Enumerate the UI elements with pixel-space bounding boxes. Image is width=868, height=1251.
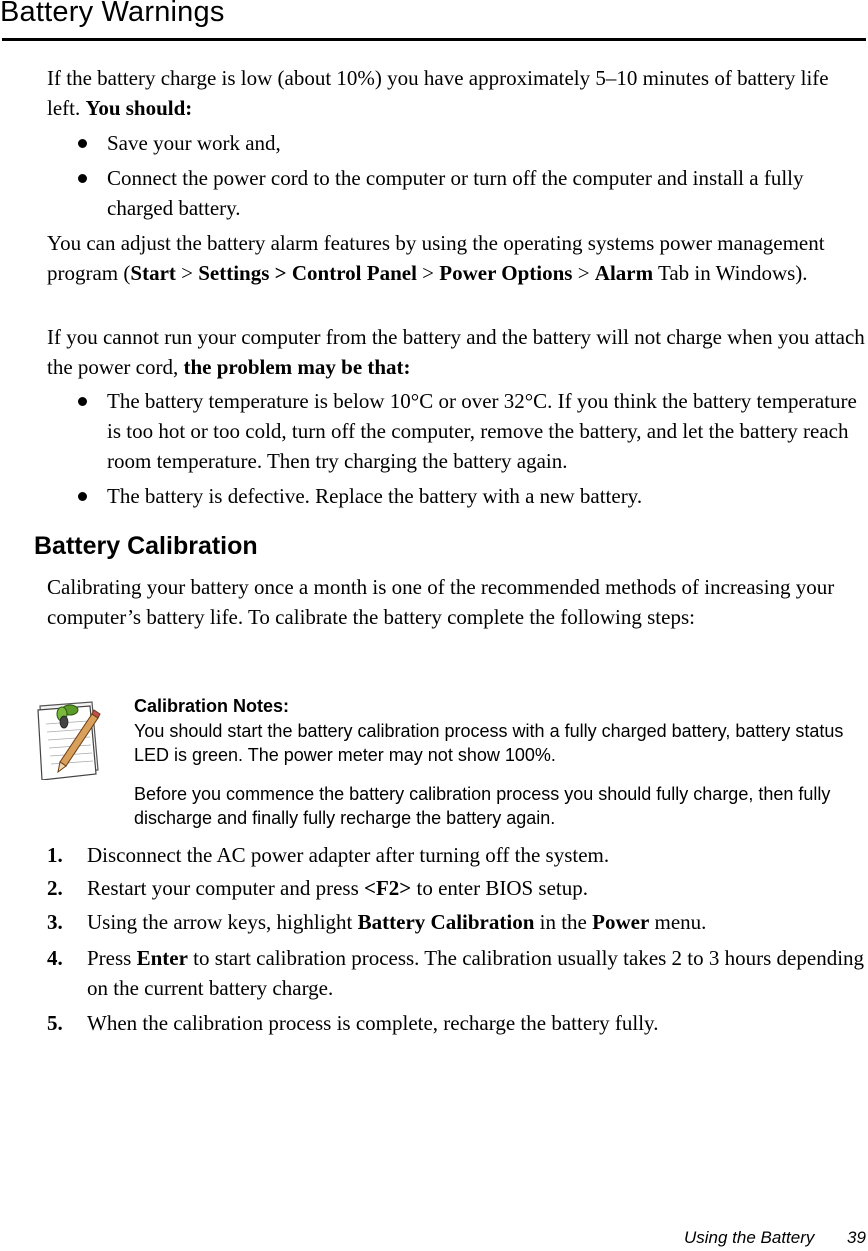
step-text xyxy=(87,840,865,870)
menu-path-power-options: Power Options xyxy=(439,261,573,285)
key-label: Enter xyxy=(136,946,188,970)
menu-path-settings: Settings > Control Panel xyxy=(198,261,417,285)
menu-path-start: Start xyxy=(130,261,176,285)
step-number: 5. xyxy=(47,1011,63,1035)
paragraph-alarm-settings xyxy=(47,228,865,288)
step-number: 1. xyxy=(47,843,63,867)
step-text xyxy=(87,1008,865,1038)
notepad-pencil-icon xyxy=(36,700,102,780)
step-text-part: When the calibration process is complete, recharge the battery fully. xyxy=(87,1011,659,1035)
step-text-part: to enter BIOS setup. xyxy=(411,876,589,900)
paragraph-text: You can adjust the battery alarm features by using the operating systems power management program ( xyxy=(47,231,825,285)
page-heading: Battery Warnings xyxy=(0,0,225,28)
list-item-text: The battery is defective. Replace the battery with a new battery. xyxy=(107,484,643,508)
paragraph-text: If you cannot run your computer from the battery and the battery will not charge when you attach the power cord, xyxy=(47,325,865,379)
key-label: <F2> xyxy=(364,876,412,900)
step-text-part: menu. xyxy=(649,910,707,934)
step-number: 3. xyxy=(47,910,63,934)
paragraph-text: If the battery charge is low (about 10%) you have approximately 5–10 minutes of battery life left. xyxy=(47,66,829,120)
step-item xyxy=(47,873,865,903)
step-text-part: Press xyxy=(87,946,137,970)
step-number: 2. xyxy=(47,876,63,900)
paragraph-text: > xyxy=(572,261,595,285)
list-item xyxy=(78,163,866,223)
list-item xyxy=(78,386,866,476)
bullet-icon xyxy=(78,397,87,406)
step-number: 4. xyxy=(47,946,63,970)
list-item-text: The battery temperature is below 10°C or over 32°C. If you think the battery temperature is too hot or too cold, turn off the computer, remove the battery, and let the battery reach room temperature. Then try charging the battery again. xyxy=(107,389,857,473)
step-text-part: to start calibration process. The calibration usually takes 2 to 3 hours depending on the current battery charge. xyxy=(87,946,865,1000)
section-heading: Battery Calibration xyxy=(34,532,258,560)
list-item xyxy=(78,128,866,158)
paragraph-charge-problem xyxy=(47,322,865,382)
bullet-icon xyxy=(78,492,87,501)
list-item-text: Save your work and, xyxy=(107,131,281,155)
heading-rule xyxy=(2,38,866,41)
paragraph-bold: the problem may be that: xyxy=(183,355,411,379)
step-item xyxy=(47,907,865,937)
footer-page-number: 39 xyxy=(847,1228,866,1247)
paragraph-text: > xyxy=(416,261,440,285)
list-item xyxy=(78,481,866,511)
footer-section-title: Using the Battery xyxy=(684,1228,815,1247)
list-item-text: Connect the power cord to the computer or turn off the computer and install a fully charged battery. xyxy=(107,166,804,220)
step-text xyxy=(87,943,865,1003)
step-text-part: Using the arrow keys, highlight xyxy=(87,910,358,934)
note-paragraph: You should start the battery calibration process with a fully charged battery, battery status LED is green. The power meter may not show 100%. xyxy=(134,721,844,765)
note-paragraph: Before you commence the battery calibration process you should fully charge, then fully discharge and finally fully recharge the battery again. xyxy=(134,784,831,828)
menu-path-alarm: Alarm xyxy=(594,261,654,285)
paragraph-low-battery xyxy=(47,63,865,123)
menu-label: Power xyxy=(592,910,650,934)
bullet-icon xyxy=(78,174,87,183)
step-text-part: in the xyxy=(534,910,593,934)
step-text xyxy=(87,907,865,937)
step-item xyxy=(47,1008,865,1038)
bullet-icon xyxy=(78,139,87,148)
note-title: Calibration Notes: xyxy=(134,696,290,716)
paragraph-bold: You should: xyxy=(85,96,193,120)
step-item xyxy=(47,840,865,870)
step-text-part: Restart your computer and press xyxy=(87,876,365,900)
menu-item-label: Battery Calibration xyxy=(357,910,535,934)
paragraph-text: Tab in Windows). xyxy=(653,261,808,285)
paragraph-text: > xyxy=(175,261,199,285)
step-item xyxy=(47,943,865,1003)
step-text-part: Disconnect the AC power adapter after turning off the system. xyxy=(87,843,610,867)
step-text xyxy=(87,873,865,903)
paragraph-calibration-intro: Calibrating your battery once a month is one of the recommended methods of increasing your computer’s battery life. To calibrate the battery complete the following steps: xyxy=(47,575,835,629)
